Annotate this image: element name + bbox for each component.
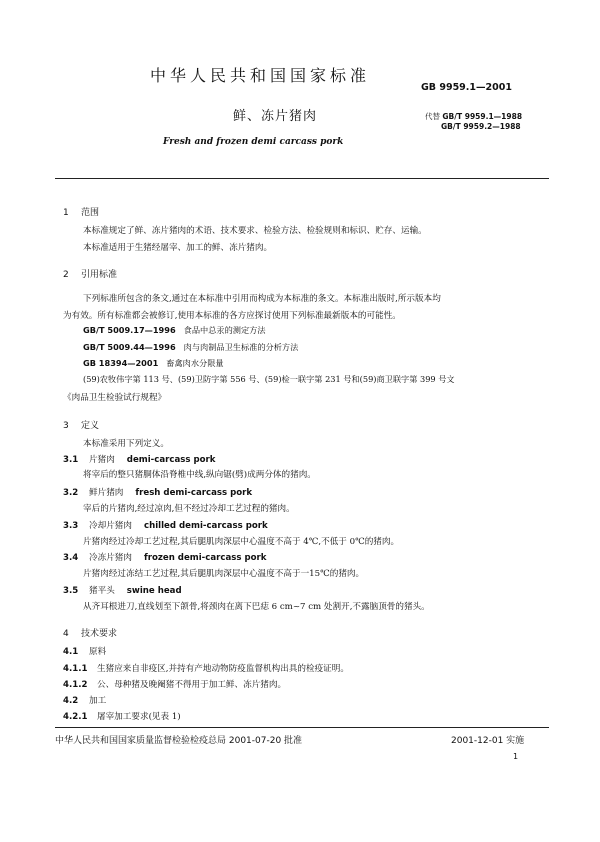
section-2-para-line-1: 下列标准所包含的条文,通过在本标准中引用而构成为本标准的条文。本标准出版时,所示版本均 (83, 294, 441, 304)
section-3-number: 3 (63, 421, 69, 431)
implementation-date: 2001-12-01 实施 (451, 736, 525, 746)
clause-4-2-1 (63, 710, 181, 722)
term-number: 3.4 (63, 553, 79, 563)
section-1-para-1: 本标准规定了鲜、冻片猪肉的术语、技术要求、检验方法、检验规则和标识、贮存、运输。 (83, 226, 427, 236)
term-number: 3.2 (63, 488, 79, 498)
subsection-number: 4.1 (63, 647, 79, 657)
clause-text: 公、母种猪及晚阉猪不得用于加工鲜、冻片猪肉。 (97, 680, 287, 690)
term-definition: 宰后的片猪肉,经过凉肉,但不经过冷却工艺过程的猪肉。 (83, 504, 295, 514)
term-cn: 鲜片猪肉 (89, 488, 124, 498)
replaces-code-1: GB/T 9959.1—1988 (442, 112, 523, 121)
section-4-number: 4 (63, 629, 69, 639)
clause-4-1-1 (63, 662, 349, 674)
subsection-4-2 (63, 694, 106, 706)
term-cn: 猪平头 (89, 586, 115, 596)
replaces-code-2: GB/T 9959.2—1988 (441, 122, 521, 131)
reference-document-line-2: 《肉品卫生检验试行规程》 (63, 393, 167, 403)
section-1-heading (63, 205, 99, 218)
footer-divider (55, 727, 549, 728)
clause-number: 4.1.1 (63, 664, 88, 674)
section-1-number: 1 (63, 208, 69, 218)
subsection-title: 加工 (89, 696, 107, 706)
national-standard-title: 中华人民共和国国家标准 (150, 66, 371, 85)
term-cn: 冷却片猪肉 (89, 521, 132, 531)
standard-code: GB 9959.1—2001 (421, 82, 512, 93)
term-definition: 将宰后的整只猪胴体沿脊椎中线,纵向锯(劈)成两分体的猪肉。 (83, 470, 316, 480)
section-4-title: 技术要求 (81, 629, 118, 639)
page-number: 1 (513, 752, 519, 761)
section-2-number: 2 (63, 270, 69, 280)
subsection-4-1 (63, 645, 106, 657)
section-3-heading (63, 418, 99, 431)
section-1-para-2: 本标准适用于生猪经屠宰、加工的鲜、冻片猪肉。 (83, 243, 273, 253)
term-cn: 冷冻片猪肉 (89, 553, 132, 563)
term-en: frozen demi-carcass pork (143, 553, 267, 563)
document-title: 鲜、冻片猪肉 (233, 109, 318, 124)
english-title: Fresh and frozen demi carcass pork (163, 137, 344, 147)
term-number: 3.5 (63, 586, 79, 596)
reference-code: GB/T 5009.17—1996 (83, 325, 176, 335)
reference-name: 畜禽肉水分限量 (166, 358, 224, 368)
section-4-heading (63, 626, 117, 639)
replaces-label: 代替 (425, 112, 440, 121)
section-2-para-line-2: 为有效。所有标准都会被修订,使用本标准的各方应探讨使用下列标准最新版本的可能性。 (63, 311, 401, 321)
term-en: chilled demi-carcass pork (143, 521, 268, 531)
term-en: fresh demi-carcass pork (135, 488, 253, 498)
term-en: swine head (126, 586, 182, 596)
term-heading (63, 584, 182, 596)
replaces-block (425, 112, 522, 132)
term-cn: 片猪肉 (89, 455, 115, 465)
term-definition: 片猪肉经过冷却工艺过程,其后腿肌肉深层中心温度不高于 4℃,不低于 0℃的猪肉。 (83, 537, 400, 547)
term-heading (63, 519, 268, 531)
term-en: demi-carcass pork (126, 455, 216, 465)
term-number: 3.1 (63, 455, 79, 465)
term-definition: 片猪肉经过冻结工艺过程,其后腿肌肉深层中心温度不高于一15℃的猪肉。 (83, 569, 365, 579)
header-divider (55, 178, 549, 179)
section-3-title: 定义 (81, 421, 100, 431)
reference-code: GB/T 5009.44—1996 (83, 342, 176, 352)
clause-number: 4.1.2 (63, 680, 88, 690)
reference-item (83, 325, 266, 336)
subsection-number: 4.2 (63, 696, 79, 706)
section-3-intro: 本标准采用下列定义。 (83, 439, 169, 449)
approval-line: 中华人民共和国国家质量监督检验检疫总局 2001-07-20 批准 (55, 736, 303, 746)
term-heading (63, 486, 252, 498)
reference-item (83, 342, 298, 353)
clause-number: 4.2.1 (63, 712, 88, 722)
clause-text: 屠宰加工要求(见表 1) (97, 712, 181, 722)
clause-text: 生猪应来自非疫区,并持有产地动物防疫监督机构出具的检疫证明。 (97, 664, 349, 674)
reference-item (83, 358, 224, 369)
term-number: 3.3 (63, 521, 79, 531)
reference-code: GB 18394—2001 (83, 358, 159, 368)
clause-4-1-2 (63, 678, 286, 690)
term-heading (63, 551, 267, 563)
section-2-heading (63, 267, 117, 280)
reference-name: 肉与肉制品卫生标准的分析方法 (183, 342, 299, 352)
term-heading (63, 453, 216, 465)
section-2-title: 引用标准 (81, 270, 118, 280)
reference-document-line-1: (59)农牧伟字第 113 号、(59)卫防字第 556 号、(59)检一联字第 231 号和(59)商卫联字第 399 号文 (83, 374, 455, 384)
reference-name: 食品中总汞的测定方法 (183, 325, 266, 335)
subsection-title: 原料 (89, 647, 107, 657)
term-definition: 从齐耳根进刀,直线划至下颌骨,将颈肉在离下巴痣 6 cm~7 cm 处割开,不露脑顶骨的猪头。 (83, 602, 430, 612)
section-1-title: 范围 (81, 208, 100, 218)
